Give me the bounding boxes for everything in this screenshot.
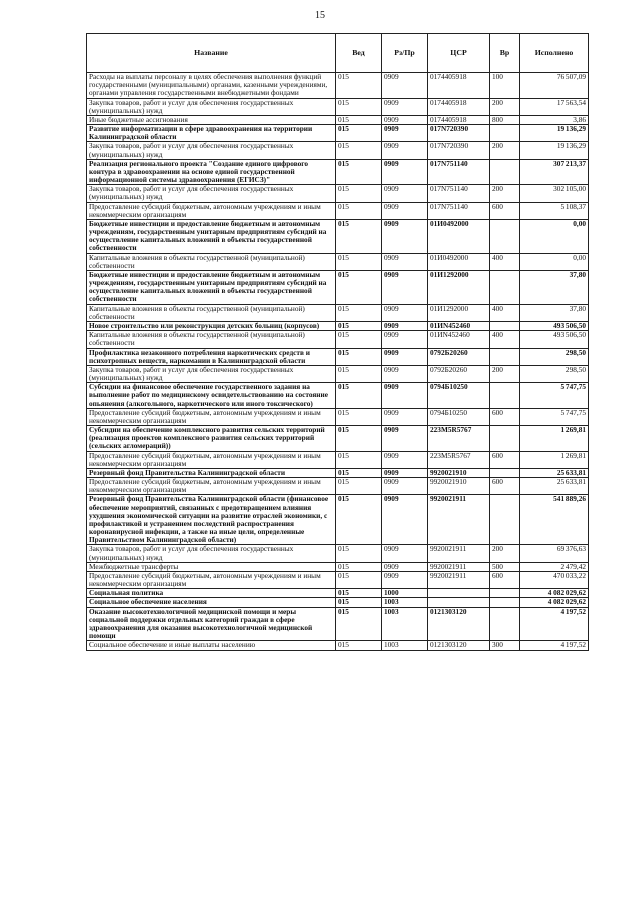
cell-sum: 493 506,50: [520, 331, 589, 348]
table-row: [87, 426, 589, 452]
cell-rzpr: 0909: [382, 408, 428, 425]
table-row: [87, 545, 589, 562]
header-ved: Вед: [336, 34, 382, 73]
cell-sum: 37,80: [520, 304, 589, 321]
cell-sum: 17 563,54: [520, 98, 589, 115]
cell-sum: 25 633,81: [520, 478, 589, 495]
cell-name: Закупка товаров, работ и услуг для обеспечения государственных (муниципальных) нужд: [87, 365, 336, 382]
table-row: [87, 562, 589, 571]
cell-rzpr: 0909: [382, 202, 428, 219]
cell-rzpr: 0909: [382, 115, 428, 124]
cell-vr: [490, 270, 520, 304]
cell-ved: 015: [336, 545, 382, 562]
cell-csr: 0174405918: [428, 115, 490, 124]
table-row: [87, 304, 589, 321]
cell-ved: 015: [336, 185, 382, 202]
cell-csr: 0792Б20260: [428, 365, 490, 382]
cell-name: Расходы на выплаты персоналу в целях обеспечения выполнения функций государственными (муниципальными) органами, казенными учреждениями, органами управления государственными внебюджетными фондами: [87, 73, 336, 99]
cell-sum: 76 507,09: [520, 73, 589, 99]
cell-vr: 600: [490, 408, 520, 425]
cell-name: Предоставление субсидий бюджетным, автономным учреждениям и иным некоммерческим организациям: [87, 451, 336, 468]
cell-ved: 015: [336, 495, 382, 545]
table-row: [87, 321, 589, 330]
cell-sum: 307 213,37: [520, 159, 589, 185]
cell-vr: [490, 426, 520, 452]
cell-name: Бюджетные инвестиции и предоставление бюджетным и автономным учреждениям, государственным унитарным предприятиям субсидий на осуществление капитальных вложений в объекты государственной собственности: [87, 219, 336, 253]
cell-name: Резервный фонд Правительства Калининградской области: [87, 468, 336, 477]
cell-name: Субсидии на обеспечение комплексного развития сельских территорий (реализация проектов комплексного развития сельских территорий (сельских агломераций)): [87, 426, 336, 452]
cell-ved: 015: [336, 571, 382, 588]
cell-rzpr: 0909: [382, 270, 428, 304]
cell-ved: 015: [336, 270, 382, 304]
cell-csr: 9920021911: [428, 495, 490, 545]
cell-rzpr: 1003: [382, 598, 428, 607]
cell-name: Закупка товаров, работ и услуг для обеспечения государственных (муниципальных) нужд: [87, 142, 336, 159]
cell-vr: 200: [490, 185, 520, 202]
cell-ved: 015: [336, 304, 382, 321]
cell-sum: 470 033,22: [520, 571, 589, 588]
table-row: [87, 383, 589, 409]
table-row: [87, 125, 589, 142]
cell-vr: 600: [490, 202, 520, 219]
cell-rzpr: 0909: [382, 185, 428, 202]
cell-vr: [490, 348, 520, 365]
cell-ved: 015: [336, 73, 382, 99]
cell-ved: 015: [336, 202, 382, 219]
cell-rzpr: 0909: [382, 545, 428, 562]
cell-sum: 302 105,00: [520, 185, 589, 202]
cell-name: Закупка товаров, работ и услуг для обеспечения государственных (муниципальных) нужд: [87, 545, 336, 562]
cell-sum: 5 108,37: [520, 202, 589, 219]
cell-ved: 015: [336, 478, 382, 495]
table-row: [87, 270, 589, 304]
table-row: [87, 451, 589, 468]
cell-vr: [490, 159, 520, 185]
cell-csr: 0121303120: [428, 641, 490, 650]
cell-ved: 015: [336, 408, 382, 425]
cell-ved: 015: [336, 383, 382, 409]
cell-rzpr: 0909: [382, 219, 428, 253]
cell-rzpr: 0909: [382, 331, 428, 348]
cell-name: Социальное обеспечение населения: [87, 598, 336, 607]
cell-vr: [490, 468, 520, 477]
cell-sum: 298,50: [520, 348, 589, 365]
cell-rzpr: 0909: [382, 451, 428, 468]
cell-sum: 19 136,29: [520, 142, 589, 159]
cell-ved: 015: [336, 607, 382, 641]
cell-csr: 9920021910: [428, 478, 490, 495]
cell-csr: 9920021911: [428, 571, 490, 588]
header-vr: Вр: [490, 34, 520, 73]
cell-vr: 200: [490, 142, 520, 159]
cell-ved: 015: [336, 589, 382, 598]
cell-csr: 01И1292000: [428, 270, 490, 304]
table-row: [87, 607, 589, 641]
table-row: [87, 571, 589, 588]
cell-rzpr: 0909: [382, 365, 428, 382]
table-row: [87, 331, 589, 348]
cell-sum: 4 197,52: [520, 641, 589, 650]
cell-ved: 015: [336, 331, 382, 348]
cell-ved: 015: [336, 125, 382, 142]
cell-name: Социальное обеспечение и иные выплаты населению: [87, 641, 336, 650]
table-row: [87, 115, 589, 124]
cell-sum: 5 747,75: [520, 383, 589, 409]
table-row: [87, 598, 589, 607]
cell-csr: 017N751140: [428, 185, 490, 202]
cell-sum: 1 269,81: [520, 451, 589, 468]
table-row: [87, 478, 589, 495]
cell-vr: [490, 383, 520, 409]
table-row: [87, 495, 589, 545]
cell-csr: 017N751140: [428, 159, 490, 185]
cell-rzpr: 0909: [382, 562, 428, 571]
cell-rzpr: 1003: [382, 641, 428, 650]
cell-rzpr: 0909: [382, 98, 428, 115]
cell-name: Оказание высокотехнологичной медицинской помощи и меры социальной поддержки отдельных категорий граждан в сфере здравоохранения для оказания высокотехнологичной медицинской помощи: [87, 607, 336, 641]
cell-name: Новое строительство или реконструкция детских больниц (корпусов): [87, 321, 336, 330]
cell-name: Развитие информатизации в сфере здравоохранения на территории Калининградской области: [87, 125, 336, 142]
cell-sum: 0,00: [520, 219, 589, 253]
cell-csr: 017N751140: [428, 202, 490, 219]
cell-csr: 9920021911: [428, 545, 490, 562]
cell-csr: 0794Б10250: [428, 408, 490, 425]
table-row: [87, 408, 589, 425]
cell-sum: 37,80: [520, 270, 589, 304]
cell-csr: 01И0492000: [428, 219, 490, 253]
cell-vr: 800: [490, 115, 520, 124]
table-header-row: [87, 34, 589, 73]
cell-name: Предоставление субсидий бюджетным, автономным учреждениям и иным некоммерческим организациям: [87, 478, 336, 495]
cell-rzpr: 0909: [382, 478, 428, 495]
cell-rzpr: 0909: [382, 426, 428, 452]
table-row: [87, 348, 589, 365]
cell-name: Капитальные вложения в объекты государственной (муниципальной) собственности: [87, 331, 336, 348]
cell-sum: 19 136,29: [520, 125, 589, 142]
cell-rzpr: 0909: [382, 304, 428, 321]
cell-vr: [490, 598, 520, 607]
cell-name: Предоставление субсидий бюджетным, автономным учреждениям и иным некоммерческим организациям: [87, 408, 336, 425]
cell-ved: 015: [336, 253, 382, 270]
table-row: [87, 202, 589, 219]
cell-sum: 69 376,63: [520, 545, 589, 562]
cell-rzpr: 0909: [382, 142, 428, 159]
cell-sum: 4 197,52: [520, 607, 589, 641]
cell-name: Капитальные вложения в объекты государственной (муниципальной) собственности: [87, 253, 336, 270]
cell-ved: 015: [336, 598, 382, 607]
cell-vr: [490, 321, 520, 330]
cell-vr: 200: [490, 365, 520, 382]
cell-name: Профилактика незаконного потребления наркотических средств и психотропных веществ, наркомании в Калининградской области: [87, 348, 336, 365]
cell-name: Межбюджетные трансферты: [87, 562, 336, 571]
cell-name: Закупка товаров, работ и услуг для обеспечения государственных (муниципальных) нужд: [87, 98, 336, 115]
cell-csr: 0121303120: [428, 607, 490, 641]
cell-vr: [490, 219, 520, 253]
cell-rzpr: 0909: [382, 253, 428, 270]
cell-vr: 400: [490, 304, 520, 321]
cell-vr: 600: [490, 571, 520, 588]
table-row: [87, 73, 589, 99]
cell-vr: 600: [490, 478, 520, 495]
cell-rzpr: 0909: [382, 468, 428, 477]
cell-sum: 5 747,75: [520, 408, 589, 425]
table-row: [87, 468, 589, 477]
cell-sum: 2 479,42: [520, 562, 589, 571]
table-row: [87, 159, 589, 185]
cell-csr: 0792Б20260: [428, 348, 490, 365]
cell-sum: 3,86: [520, 115, 589, 124]
cell-name: Предоставление субсидий бюджетным, автономным учреждениям и иным некоммерческим организациям: [87, 202, 336, 219]
cell-sum: 4 082 029,62: [520, 598, 589, 607]
cell-name: Бюджетные инвестиции и предоставление бюджетным и автономным учреждениям, государственным унитарным предприятиям субсидий на осуществление капитальных вложений в объекты государственной собственности: [87, 270, 336, 304]
cell-rzpr: 0909: [382, 321, 428, 330]
cell-vr: 200: [490, 545, 520, 562]
table-row: [87, 253, 589, 270]
cell-name: Резервный фонд Правительства Калининградской области (финансовое обеспечение мероприятий, связанных с предотвращением влияния ухудшения экономической ситуации на развитие отраслей экономики, с профилактикой и устранением последствий распространения коронавирусной инфекции, а также на иные цели, определенные Правительством Калининградской области): [87, 495, 336, 545]
cell-csr: 01ИN452460: [428, 321, 490, 330]
cell-rzpr: 1003: [382, 607, 428, 641]
cell-csr: 9920021910: [428, 468, 490, 477]
cell-ved: 015: [336, 321, 382, 330]
cell-csr: 01ИN452460: [428, 331, 490, 348]
cell-rzpr: 0909: [382, 159, 428, 185]
cell-name: Предоставление субсидий бюджетным, автономным учреждениям и иным некоммерческим организациям: [87, 571, 336, 588]
table-row: [87, 589, 589, 598]
cell-name: Субсидии на финансовое обеспечение государственного задания на выполнение работ по медицинскому освидетельствованию на состояние опьянения (алкогольного, наркотического или иного токсического): [87, 383, 336, 409]
cell-sum: 298,50: [520, 365, 589, 382]
cell-ved: 015: [336, 451, 382, 468]
cell-csr: 0794Б10250: [428, 383, 490, 409]
cell-vr: 100: [490, 73, 520, 99]
table-body: [87, 73, 589, 651]
page-number: 15: [315, 10, 325, 21]
cell-name: Иные бюджетные ассигнования: [87, 115, 336, 124]
header-rzpr: Рз/Пр: [382, 34, 428, 73]
table-row: [87, 365, 589, 382]
cell-rzpr: 0909: [382, 495, 428, 545]
cell-ved: 015: [336, 159, 382, 185]
cell-csr: [428, 598, 490, 607]
cell-rzpr: 0909: [382, 73, 428, 99]
cell-ved: 015: [336, 219, 382, 253]
cell-vr: 500: [490, 562, 520, 571]
table-row: [87, 185, 589, 202]
cell-vr: [490, 589, 520, 598]
cell-csr: 223М5R5767: [428, 451, 490, 468]
cell-name: Закупка товаров, работ и услуг для обеспечения государственных (муниципальных) нужд: [87, 185, 336, 202]
cell-sum: 4 082 029,62: [520, 589, 589, 598]
cell-vr: 400: [490, 253, 520, 270]
cell-name: Реализация регионального проекта "Создание единого цифрового контура в здравоохранении на основе единой государственной информационной системы здравоохранения (ЕГИСЗ)": [87, 159, 336, 185]
cell-ved: 015: [336, 115, 382, 124]
cell-csr: 01И0492000: [428, 253, 490, 270]
cell-ved: 015: [336, 98, 382, 115]
cell-ved: 015: [336, 562, 382, 571]
cell-rzpr: 1000: [382, 589, 428, 598]
cell-sum: 493 506,50: [520, 321, 589, 330]
cell-name: Социальная политика: [87, 589, 336, 598]
cell-csr: 0174405918: [428, 98, 490, 115]
cell-name: Капитальные вложения в объекты государственной (муниципальной) собственности: [87, 304, 336, 321]
cell-vr: [490, 495, 520, 545]
cell-csr: 01И1292000: [428, 304, 490, 321]
table-row: [87, 142, 589, 159]
cell-ved: 015: [336, 426, 382, 452]
header-csr: ЦСР: [428, 34, 490, 73]
cell-ved: 015: [336, 365, 382, 382]
header-name: Название: [87, 34, 336, 73]
cell-ved: 015: [336, 468, 382, 477]
cell-vr: [490, 125, 520, 142]
cell-csr: 017N720390: [428, 125, 490, 142]
table-row: [87, 641, 589, 650]
cell-csr: 0174405918: [428, 73, 490, 99]
cell-rzpr: 0909: [382, 383, 428, 409]
cell-ved: 015: [336, 641, 382, 650]
cell-ved: 015: [336, 142, 382, 159]
cell-vr: 200: [490, 98, 520, 115]
cell-vr: 300: [490, 641, 520, 650]
table-row: [87, 98, 589, 115]
cell-rzpr: 0909: [382, 125, 428, 142]
table-row: [87, 219, 589, 253]
cell-rzpr: 0909: [382, 571, 428, 588]
cell-csr: 223М5R5767: [428, 426, 490, 452]
cell-ved: 015: [336, 348, 382, 365]
cell-csr: [428, 589, 490, 598]
cell-sum: 541 889,26: [520, 495, 589, 545]
cell-vr: 400: [490, 331, 520, 348]
cell-rzpr: 0909: [382, 348, 428, 365]
budget-table: [86, 33, 589, 651]
cell-sum: 0,00: [520, 253, 589, 270]
cell-sum: 25 633,81: [520, 468, 589, 477]
cell-csr: 9920021911: [428, 562, 490, 571]
header-sum: Исполнено: [520, 34, 589, 73]
cell-vr: [490, 607, 520, 641]
cell-sum: 1 269,81: [520, 426, 589, 452]
cell-csr: 017N720390: [428, 142, 490, 159]
cell-vr: 600: [490, 451, 520, 468]
